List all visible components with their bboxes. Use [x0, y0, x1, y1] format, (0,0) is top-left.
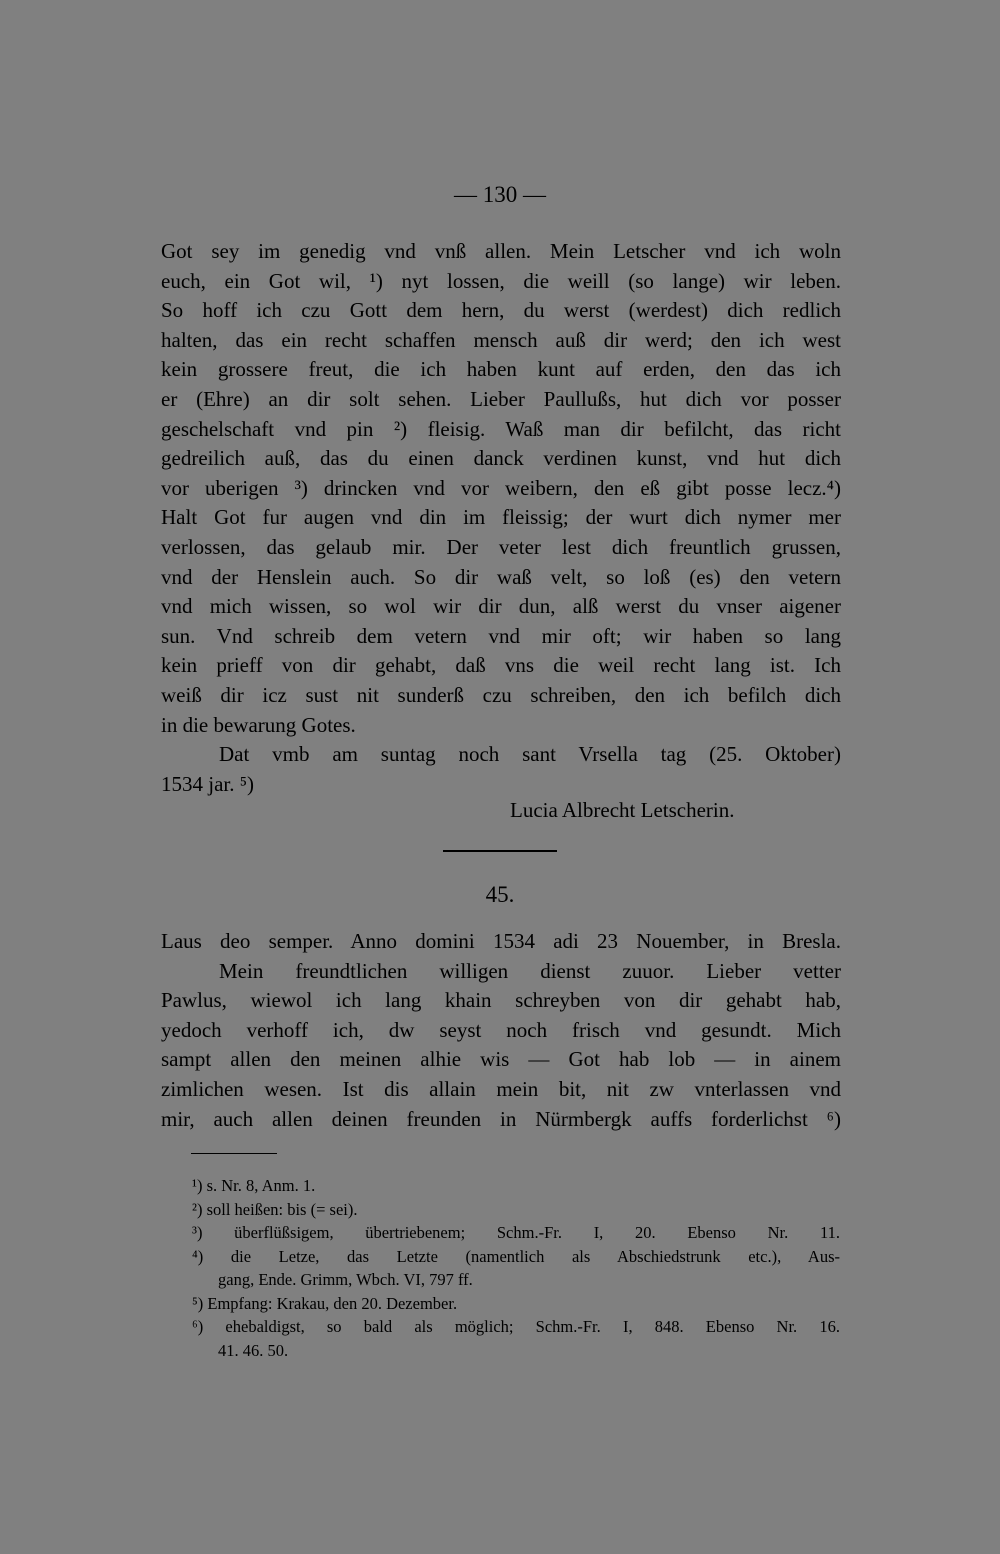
text-line: Mein freundtlichen willigen dienst zuuor. Lieber vetter	[219, 958, 841, 983]
text-line: sun. Vnd schreib dem vetern vnd mir oft; wir haben so lang	[161, 623, 841, 648]
footnote-line: ⁴) die Letze, das Letzte (namentlich als Abschiedstrunk etc.), Aus-	[192, 1246, 840, 1266]
footnotes	[192, 1174, 840, 1362]
text-line: Laus deo semper. Anno domini 1534 adi 23 Nouember, in Bresla.	[161, 929, 841, 953]
text-line: verlossen, das gelaub mir. Der veter lest dich freuntlich grussen,	[161, 534, 841, 559]
footnote-line: gang, Ende. Grimm, Wbch. VI, 797 ff.	[218, 1270, 473, 1289]
footnote-line: ²) soll heißen: bis (= sei).	[192, 1199, 358, 1219]
text-line: vor uberigen ³) drincken vnd vor weibern, den eß gibt posse lecz.⁴)	[161, 475, 841, 500]
letter-number: 45.	[485, 882, 515, 907]
footnote-rule	[191, 1153, 277, 1154]
section-divider	[443, 850, 557, 852]
letter-body	[161, 237, 841, 799]
text-line: vnd der Henslein auch. So dir waß velt, so loß (es) den vetern	[161, 564, 841, 589]
text-line: Got sey im genedig vnd vnß allen. Mein Letscher vnd ich woln	[161, 239, 841, 263]
text-line: kein grossere freut, die ich haben kunt auf erden, den das ich	[161, 357, 841, 382]
footnote-line: ⁵) Empfang: Krakau, den 20. Dezember.	[192, 1293, 458, 1313]
text-line: in die bewarung Gotes.	[161, 712, 356, 737]
text-line: Pawlus, wiewol ich lang khain schreyben von dir gehabt hab,	[161, 988, 841, 1013]
text-line: zimlichen wesen. Ist dis allain mein bit, nit zw vnterlassen vnd	[161, 1076, 841, 1101]
footnote-line: 41. 46. 50.	[218, 1340, 289, 1360]
date-line: Dat vmb am suntag noch sant Vrsella tag (25. Oktober)	[219, 742, 841, 767]
footnote-line: ⁶) ehebaldigst, so bald als möglich; Schm.-Fr. I, 848. Ebenso Nr. 16.	[192, 1317, 840, 1336]
text-line: sampt allen den meinen alhie wis — Got hab lob — in ainem	[161, 1047, 841, 1072]
text-line: weiß dir icz sust nit sunderß czu schreiben, den ich befilch dich	[161, 682, 841, 707]
text-line: kein prieff von dir gehabt, daß vns die weil recht lang ist. Ich	[161, 653, 841, 678]
footnote-line: ¹) s. Nr. 8, Anm. 1.	[192, 1176, 316, 1195]
signature: Lucia Albrecht Letscherin.	[510, 798, 735, 822]
next-letter-body	[161, 927, 841, 1134]
page-number: — 130 —	[454, 182, 546, 207]
text-line: euch, ein Got wil, ¹) nyt lossen, die weill (so lange) wir leben.	[161, 268, 841, 293]
text-line: Halt Got fur augen vnd din im fleissig; der wurt dich nymer mer	[161, 505, 841, 530]
footnote-line: ³) überflüßsigem, übertriebenem; Schm.-Fr. I, 20. Ebenso Nr. 11.	[192, 1223, 840, 1242]
text-line: geschelschaft vnd pin ²) fleisig. Waß man dir befilcht, das richt	[161, 416, 841, 441]
date-line: 1534 jar. ⁵)	[161, 771, 255, 796]
text-line: So hoff ich czu Gott dem hern, du werst (werdest) dich redlich	[161, 298, 841, 323]
text-line: mir, auch allen deinen freunden in Nürmbergk auffs forderlichst ⁶)	[161, 1106, 841, 1131]
text-line: yedoch verhoff ich, dw seyst noch frisch vnd gesundt. Mich	[161, 1017, 841, 1042]
text-line: er (Ehre) an dir solt sehen. Lieber Paullußs, hut dich vor posser	[161, 386, 841, 411]
text-line: gedreilich auß, das du einen danck verdinen kunst, vnd hut dich	[161, 446, 841, 471]
text-line: vnd mich wissen, so wol wir dir dun, alß werst du vnser aigener	[161, 594, 841, 619]
text-line: halten, das ein recht schaffen mensch auß dir werd; den ich west	[161, 327, 841, 352]
